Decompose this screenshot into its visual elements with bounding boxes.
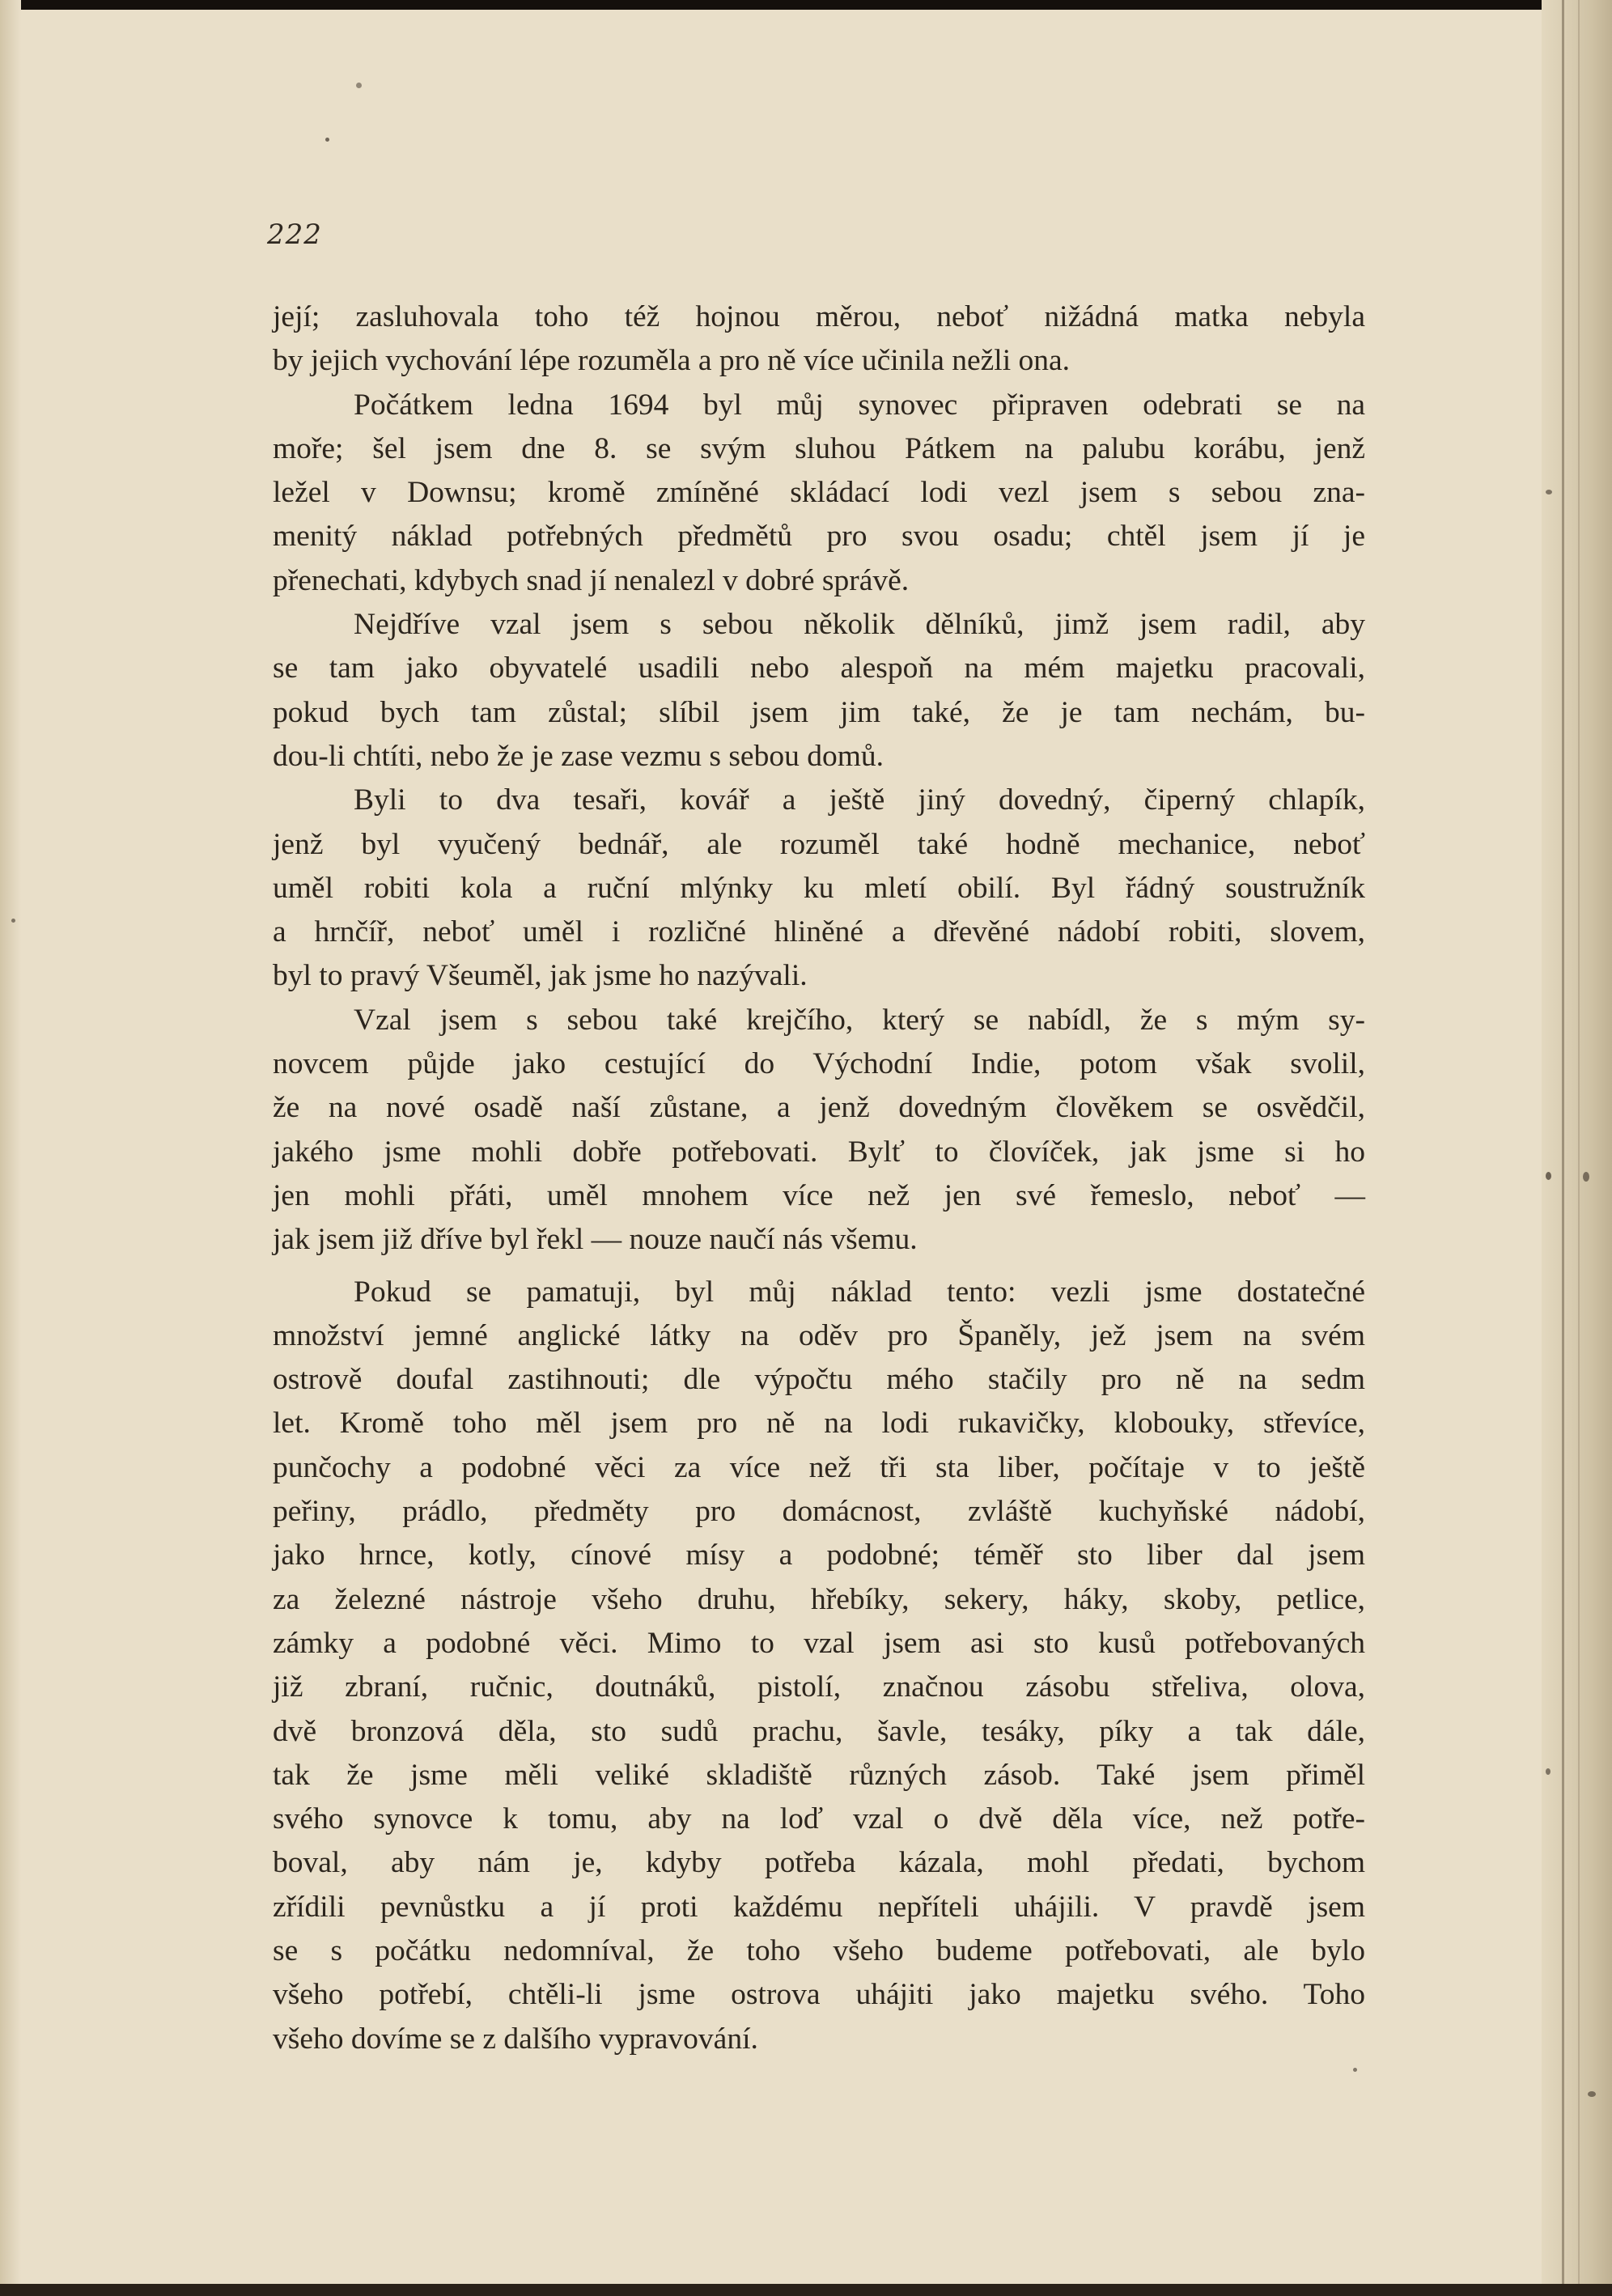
text-line: zřídili pevnůstku a jí proti každému nepříteli uhájili. V pravdě jsem: [273, 1890, 1365, 1924]
text-line: let. Kromě toho měl jsem pro ně na lodi rukavičky, klobouky, střevíce,: [273, 1407, 1365, 1441]
ink-speck: [1546, 490, 1552, 494]
page-left-shadow: [0, 0, 21, 2296]
text-line: moře; šel jsem dne 8. se svým sluhou Pátkem na palubu korábu, jenž: [273, 431, 1365, 465]
text-line: se s počátku nedomníval, že toho všeho budeme potřebovati, ale bylo: [273, 1933, 1365, 1967]
text-line: jenž byl vyučený bednář, ale rozuměl také hodně mechanice, neboť: [273, 827, 1365, 861]
text-line: byl to pravý Všeuměl, jak jsme ho nazývali.: [273, 959, 808, 993]
text-line: se tam jako obyvatelé usadili nebo alespoň na mém majetku pracovali,: [273, 651, 1365, 685]
text-line: za železné nástroje všeho druhu, hřebíky, sekery, háky, skoby, petlice,: [273, 1582, 1365, 1616]
text-line: novcem půjde jako cestující do Východní Indie, potom však svolil,: [273, 1047, 1365, 1081]
text-line: svého synovce k tomu, aby na loď vzal o dvě děla více, než potře-: [273, 1802, 1365, 1836]
ink-speck: [1583, 1172, 1589, 1182]
ink-speck: [1546, 1172, 1551, 1180]
text-line: dvě bronzová děla, sto sudů prachu, šavle, tesáky, píky a tak dále,: [273, 1714, 1365, 1748]
text-line: Byli to dva tesaři, kovář a ještě jiný dovedný, čiperný chlapík,: [354, 783, 1365, 817]
text-line: menitý náklad potřebných předmětů pro svou osadu; chtěl jsem jí je: [273, 520, 1365, 554]
text-line: Nejdříve vzal jsem s sebou několik dělníků, jimž jsem radil, aby: [354, 608, 1365, 642]
text-line: dou-li chtíti, nebo že je zase vezmu s sebou domů.: [273, 739, 884, 773]
text-line: pokud bych tam zůstal; slíbil jsem jim také, že je tam nechám, bu-: [273, 695, 1365, 729]
paragraph: [273, 1271, 1365, 2061]
binding-line-secondary: [1578, 0, 1580, 2296]
page-bottom-edge: [0, 2284, 1612, 2296]
text-line: Počátkem ledna 1694 byl můj synovec připraven odebrati se na: [354, 388, 1365, 422]
text-line: ostrově doufal zastihnouti; dle výpočtu mého stačily pro ně na sedm: [273, 1363, 1365, 1397]
ink-speck: [11, 919, 15, 923]
paragraph: [273, 603, 1365, 779]
text-line: a hrnčíř, neboť uměl i rozličné hliněné a dřevěné nádobí robiti, slovem,: [273, 915, 1365, 949]
text-line: jakého jsme mohli dobře potřebovati. Bylť to človíček, jak jsme si ho: [273, 1135, 1365, 1169]
text-line: by jejich vychování lépe rozuměla a pro ně více učinila nežli ona.: [273, 344, 1071, 378]
page-binding-edge: [1542, 0, 1612, 2296]
text-line: Pokud se pamatuji, byl můj náklad tento: vezli jsme dostatečné: [354, 1275, 1365, 1309]
text-line: jak jsem již dříve byl řekl — nouze naučí nás všemu.: [273, 1223, 918, 1257]
ink-speck: [356, 83, 362, 88]
text-line: již zbraní, ručnic, doutnáků, pistolí, značnou zásobu střeliva, olova,: [273, 1670, 1365, 1704]
paragraph: [273, 779, 1365, 998]
text-line: punčochy a podobné věci za více než tři sta liber, počítaje v to ještě: [273, 1450, 1365, 1484]
paragraph: [273, 999, 1365, 1263]
paragraph: [273, 384, 1365, 603]
text-line: všeho potřebí, chtěli-li jsme ostrova uhájiti jako majetku svého. Toho: [273, 1978, 1365, 2012]
text-line: uměl robiti kola a ruční mlýnky ku mletí obilí. Byl řádný soustružník: [273, 871, 1365, 905]
ink-speck: [1353, 2068, 1357, 2072]
text-line: ležel v Downsu; kromě zmíněné skládací lodi vezl jsem s sebou zna-: [273, 476, 1365, 510]
text-line: zámky a podobné věci. Mimo to vzal jsem asi sto kusů potřebovaných: [273, 1626, 1365, 1660]
text-line: boval, aby nám je, kdyby potřeba kázala, mohl předati, bychom: [273, 1846, 1365, 1880]
ink-speck: [1546, 1768, 1550, 1775]
text-line: jen mohli přáti, uměl mnohem více než jen své řemeslo, neboť —: [273, 1178, 1365, 1212]
text-line: množství jemné anglické látky na oděv pro Španěly, jež jsem na svém: [273, 1318, 1365, 1352]
paragraph: [273, 295, 1365, 384]
ink-speck: [325, 138, 329, 142]
page-number: 222: [267, 219, 322, 251]
text-line: peřiny, prádlo, předměty pro domácnost, zvláště kuchyňské nádobí,: [273, 1495, 1365, 1529]
binding-line: [1562, 0, 1564, 2296]
text-line: její; zasluhovala toho též hojnou měrou, neboť nižádná matka nebyla: [273, 300, 1365, 333]
text-line: přenechati, kdybych snad jí nenalezl v dobré správě.: [273, 563, 910, 597]
body-text: [273, 295, 1365, 2061]
text-line: jako hrnce, kotly, cínové mísy a podobné; téměř sto liber dal jsem: [273, 1538, 1365, 1572]
text-line: Vzal jsem s sebou také krejčího, který se nabídl, že s mým sy-: [354, 1003, 1365, 1037]
text-line: tak že jsme měli veliké skladiště různých zásob. Také jsem přiměl: [273, 1758, 1365, 1792]
ink-speck: [1588, 2091, 1596, 2097]
text-line: že na nové osadě naší zůstane, a jenž dovedným člověkem se osvědčil,: [273, 1091, 1365, 1125]
page-top-edge: [0, 0, 1612, 10]
text-line: všeho dovíme se z dalšího vypravování.: [273, 2022, 758, 2056]
